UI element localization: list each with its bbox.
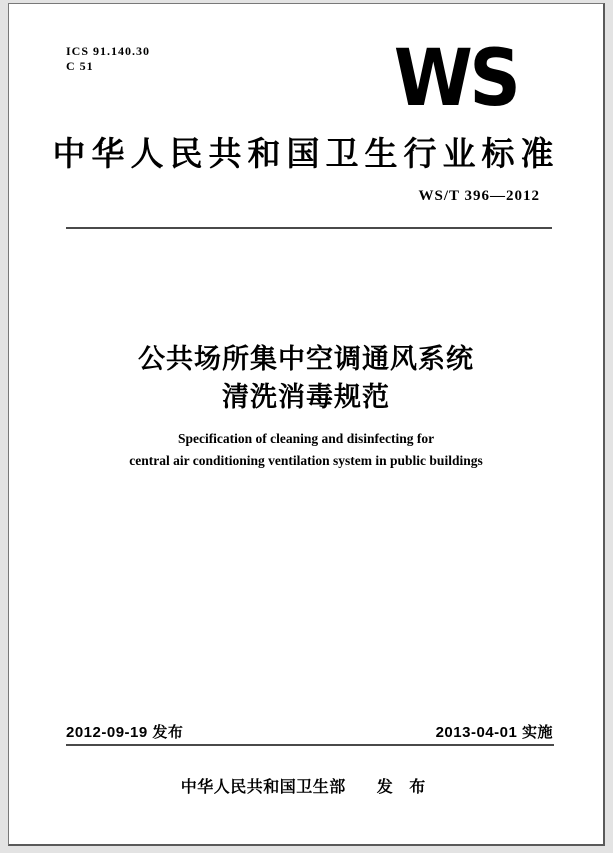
standard-cover-page	[8, 3, 605, 846]
publisher-name: 中华人民共和国卫生部	[180, 779, 346, 796]
implementation-date: 2013-04-01 实施	[435, 724, 553, 741]
dates-row	[66, 721, 553, 742]
document-english-subtitle	[9, 428, 603, 472]
ics-classification-block	[66, 44, 150, 74]
document-title-line1: 公共场所集中空调通风系统	[138, 344, 474, 374]
document-title-line2: 清洗消毒规范	[222, 382, 390, 412]
subtitle-line2: central air conditioning ventilation system in public buildings	[129, 453, 483, 468]
publish-action-label: 发 布	[376, 779, 432, 796]
china-class-code: C 51	[66, 59, 94, 73]
ws-logo: WS	[393, 34, 517, 124]
footer-divider-rule	[66, 744, 554, 746]
standard-number: WS/T 396—2012	[418, 188, 540, 204]
subtitle-line1: Specification of cleaning and disinfecting for	[177, 431, 435, 446]
standard-category-title: 中华人民共和国卫生行业标准	[52, 135, 560, 172]
publisher-line	[9, 774, 603, 797]
ics-code: ICS 91.140.30	[66, 44, 151, 58]
header-divider-rule	[66, 227, 552, 229]
issue-date: 2012-09-19 发布	[66, 724, 184, 741]
document-title	[9, 340, 603, 416]
